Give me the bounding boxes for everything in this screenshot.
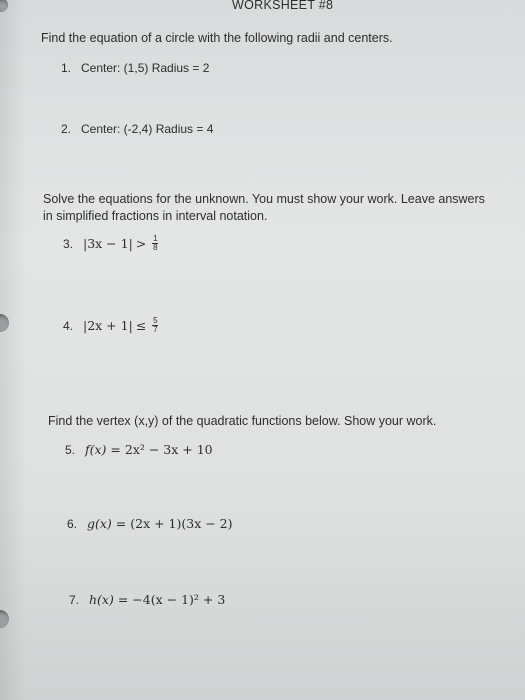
problem-text: Center: (1,5) Radius = 2 [81, 61, 210, 75]
function-name: f(x) [85, 442, 107, 457]
problem-text: Center: (-2,4) Radius = 4 [81, 122, 214, 136]
inequality-sign: ≤ [135, 318, 147, 333]
function-expression: = (2x + 1)(3x − 2) [115, 516, 233, 531]
problem-expression: |3x − 1| [83, 236, 133, 251]
problem-6 [67, 516, 233, 531]
problem-2 [61, 122, 213, 136]
problem-number: 4. [63, 319, 74, 333]
problem-number: 7. [69, 593, 80, 607]
problem-5 [65, 442, 213, 457]
fraction-numerator: 5 [153, 316, 158, 326]
fraction [152, 235, 158, 252]
fraction [152, 317, 158, 334]
vertex-instructions: Find the vertex (x,y) of the quadratic functions below. Show your work. [48, 414, 437, 428]
problem-number: 5. [65, 443, 76, 457]
function-expression: = −4(x − 1)² + 3 [117, 592, 226, 607]
fraction-denominator: 8 [153, 243, 158, 253]
problem-number: 6. [67, 517, 78, 531]
problem-3 [63, 236, 158, 253]
problem-number: 1. [61, 61, 72, 75]
solve-instructions-line2: in simplified fractions in interval notation. [43, 209, 268, 223]
inequality-sign: > [135, 236, 147, 251]
function-name: h(x) [89, 592, 114, 607]
problem-number: 2. [61, 122, 72, 136]
page-edge-shadow [0, 0, 26, 700]
problem-4 [63, 318, 158, 335]
problem-expression: |2x + 1| [83, 318, 133, 333]
problem-1 [61, 61, 209, 75]
circle-instructions: Find the equation of a circle with the following radii and centers. [41, 31, 393, 45]
function-expression: = 2x² − 3x + 10 [110, 442, 213, 457]
function-name: g(x) [87, 516, 112, 531]
fraction-numerator: 1 [153, 234, 158, 244]
problem-7 [69, 592, 225, 607]
problem-number: 3. [63, 237, 74, 251]
worksheet-title: WORKSHEET #8 [232, 0, 334, 12]
solve-instructions-line1: Solve the equations for the unknown. You must show your work. Leave answers [43, 192, 485, 206]
fraction-denominator: 7 [153, 325, 158, 335]
